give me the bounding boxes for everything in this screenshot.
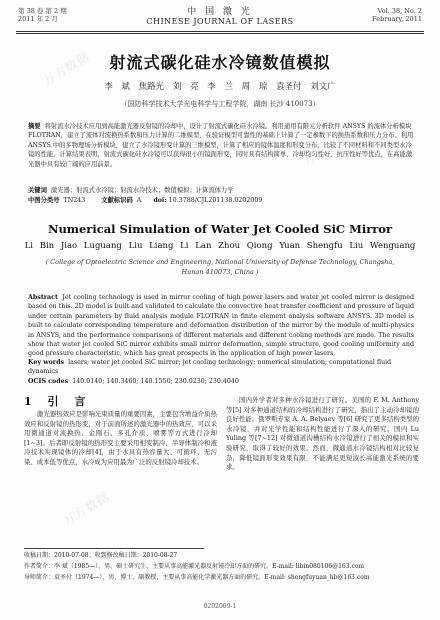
authors-en: Li Bin Jiao Luguang Liu Liang Li Lan Zhou Qiong Yuan Shengfu Liu Wenguang [24, 241, 416, 251]
abstract-en-label: Abstract [28, 294, 58, 301]
abstract-en-text: Jet cooling technology is used in mirror cooling of high power lasers and water jet cooled mirror is designed based on this. 2D model is built and validated to calculate the convective heat transfer coefficient and pressure of liquid under certain parameters by fluid analysis module FLOTRAN in finite element analysis software ANSYS. 3D model is built to calculate corresponding temperature and deformation distribution of the mirror by the module of multi-physics in ANSYS, and the performance comparisons of different materials and different cooling methods are made. The results show that water jet cooled SiC mirror exhibits small mirror deformation, simple structure, good cooling uniformity and good pressure characteristic, which has great prospects in the application of high power lasers. [28, 294, 414, 358]
doccode-label: 文献标识码 [101, 197, 133, 204]
header-rule-2 [16, 33, 424, 34]
ocis-value: 140.0140; 140.3460; 140.1550; 230.0230; 230.4040 [72, 378, 239, 385]
volume-issue-en: Vol. 38, No. 2 [377, 7, 422, 15]
classification-line [28, 196, 414, 205]
running-header [0, 7, 440, 31]
watermark: 万方数据 [60, 489, 113, 529]
doi-label: doi: [153, 197, 167, 204]
keywords-cn-text: 激光器；射流式水冷镜；射流水冷技术；数值模拟；计算流体力学 [50, 187, 234, 194]
clc-label: 中图分类号 [28, 197, 60, 204]
journal-name-en: CHINESE JOURNAL OF LASERS [146, 17, 294, 26]
keywords-en-text: lasers; water jet cooled SiC mirror; jet cooling technology; numerical simulation; computational fluid dynamics [28, 359, 392, 376]
affiliation-en: ( College of Optoelectric Science and Engineering, National University of Defense Technology, Changsha, Hunan 410073, China ) [45, 258, 395, 276]
section-heading-intro: 1 引 言 [24, 395, 86, 408]
abstract-cn-label: 摘要 [28, 123, 41, 130]
date-cn: 2011 年 2 月 [18, 15, 58, 23]
footnote-author: 作者简介：李 斌（1985—），男，硕士研究生，主要从事高能激光器反射镜冷却方面的研究。E-mail: libin080106@163.com [24, 563, 365, 570]
keywords-en-label: Key words [28, 359, 65, 366]
ocis-label: OCIS codes [28, 378, 69, 385]
watermark: 万方数据 [150, 319, 203, 359]
authors-cn: 李 斌 焦路光 刘 亮 李 兰 周 琼 袁圣付 刘文广 [104, 82, 336, 92]
footnote-rule [24, 548, 204, 549]
watermark: 万方数据 [40, 49, 93, 89]
affiliation-cn: （国防科学技术大学光电科学与工程学院，湖南 长沙 410073） [120, 100, 320, 108]
watermark: 万方数据 [340, 419, 393, 459]
volume-issue-cn: 第 38 卷 第 2 期 [18, 7, 67, 15]
keywords-cn-label: 关键词 [28, 187, 47, 194]
intro-left-column [24, 410, 217, 468]
ocis-codes [28, 377, 414, 386]
abstract-en [28, 293, 414, 359]
abstract-cn-text: 将射流水冷技术应用到高能激光器反射镜的冷却中，设计了射流式碳化硅水冷镜。利用通用有限元分析软件 ANSYS 的流体分析模块 FLOTRAN，建立了流体对流换热系数和压力计算的二维模型，在验证模型可靠性的基础上计算了一定参数下的换热系数和压力分布。利用 ANSYS 中的多物理场分析模块，建立了水冷镜形变计算的三维模型，计算了相应的镜体温度和形变分布，比较了不同材料和不同类型水冷镜的性能。计算结果表明，射流式碳化硅水冷镜可以获得很小的镜面形变，同时具有结构简单、冷却均匀性好、抗压性好等优点，在高能激光器中具有较广阔的应用前景。 [28, 123, 414, 168]
date-en: February, 2011 [372, 15, 422, 23]
header-right [372, 7, 422, 23]
clc-value: TN243 [63, 197, 86, 204]
footnote-received: 收稿日期：2010-07-08；收到修改稿日期：2010-08-27 [24, 552, 178, 559]
footnote-advisor: 导师简介：袁圣付（1974—），男，博士，副教授，主要从事高能化学激光器方面的研究。E-mail: shengfuyuan_hb@163.com [24, 574, 370, 581]
paper-title-cn: 射流式碳化硅水冷镜数值模拟 [109, 53, 331, 72]
keywords-en [28, 358, 414, 377]
intro-right-column [226, 396, 419, 473]
watermark: 万方数据 [300, 129, 353, 169]
keywords-cn [28, 186, 414, 195]
journal-name-cn: 中 国 激 光 [187, 7, 253, 17]
abstract-cn [28, 122, 414, 169]
doi-value: 10.3788/CJL201138.0202009 [168, 197, 263, 204]
doccode-value: A [136, 197, 142, 204]
header-rule [16, 31, 424, 32]
intro-paragraph-right: 国内外学者对多种水冷镜进行了研究。美国的 F. M. Anthony 等[5] 对多种通道结构的冷却结构进行了研究，指出了主动冷却镜的良好性能。俄罗斯专家 A. A. Belyaev 等[6] 研究了更多结构类型的水冷镜，并对光学性能和结构性能进行了深入的研究。国内 Lu Yuling 等[7~12] 对微通道沟槽结构水冷镜进行了相关的模拟和实验研究，取得了较好的效果。然而，微通道水冷镜结构相对比较复杂，降低镜面形变效果有限，不能满足更短波长高能激光系统的要求。 [226, 396, 419, 472]
intro-paragraph-left: 激光器热效应是影响光束质量的重要因素，主要包含增益介质热效应和反射镜的热形变，对于前面所述的激光器中的热效应，可以采用微通道对流换热、金刚石、多孔介质、喷雾等方式进行冷却[1~3]。后者即反射镜的热形变主要采用相变制冷、半导体制冷和液冷技术实现镜体的冷却[4]，由于水具有热容量大、可循环、无污染、成本低等优点，水冷成为应用最为广泛的反射镜冷却技术。 [24, 410, 217, 466]
page-identifier: 0202009-1 [203, 603, 237, 610]
paper-title-en: Numerical Simulation of Water Jet Cooled SiC Mirror [47, 222, 393, 236]
